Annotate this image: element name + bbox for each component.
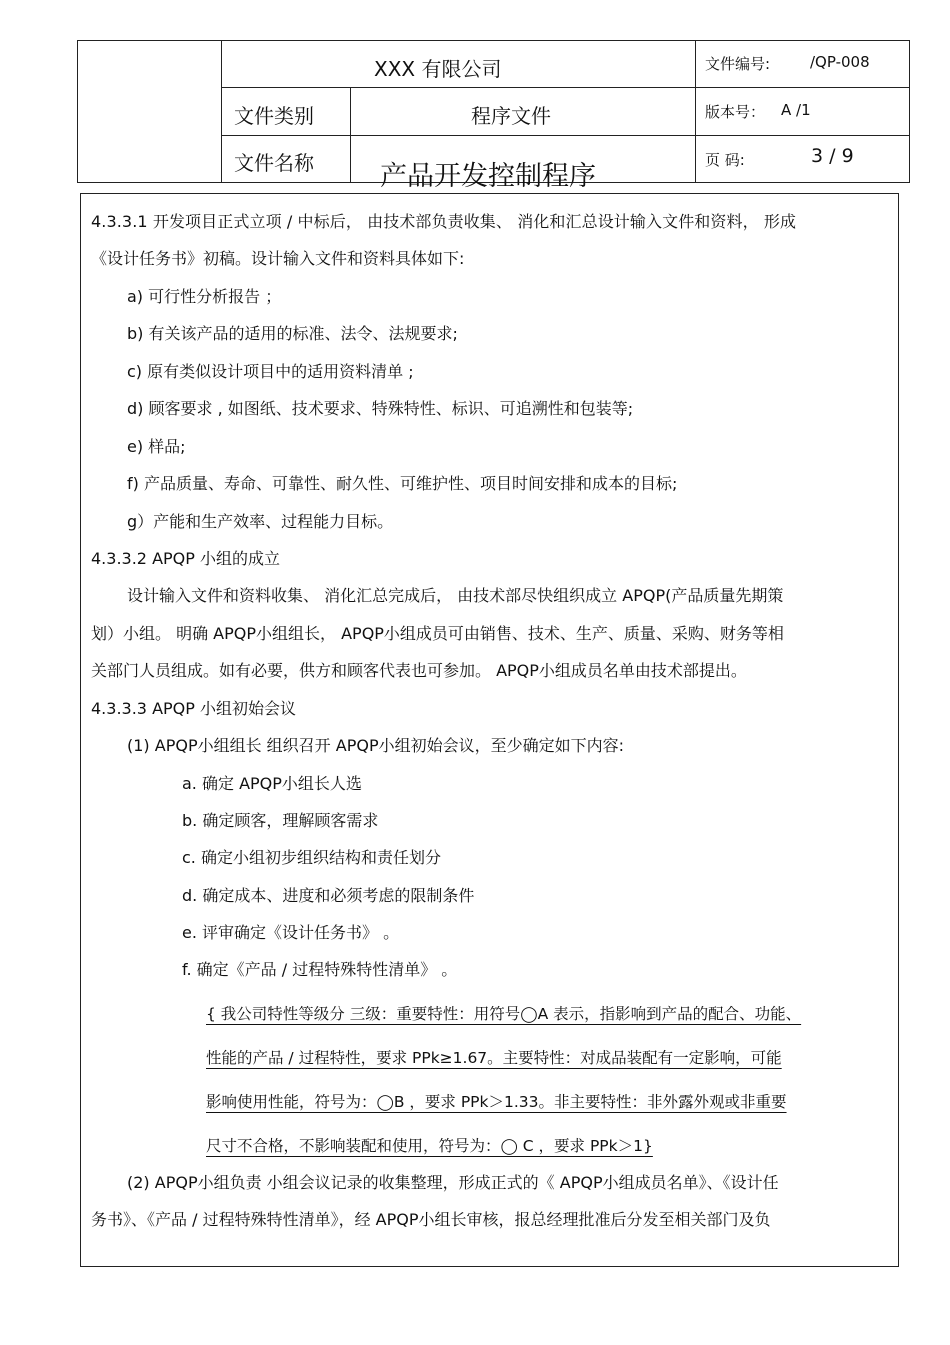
document-body	[80, 193, 899, 1267]
paragraph-line: 务书》、《产品 / 过程特殊特性清单》，经 APQP小组长审核，报总经理批准后分发至相关部门及负	[91, 1210, 771, 1229]
list-item: a. 确定 APQP小组长人选	[182, 774, 362, 793]
doc-name-label: 文件名称	[234, 151, 314, 175]
paragraph-line: 《设计任务书》初稿。设计输入文件和资料具体如下:	[91, 249, 465, 268]
section-heading: 4.3.3.2 APQP 小组的成立	[91, 549, 280, 568]
note-line: { 我公司特性等级分 三级：重要特性：用符号◯A 表示，指影响到产品的配合、功能、	[206, 1005, 802, 1023]
page-label: 页 码:	[705, 151, 745, 169]
list-item: c) 原有类似设计项目中的适用资料清单 ;	[127, 362, 414, 381]
doc-category-value: 程序文件	[471, 104, 551, 128]
paragraph-line: (2) APQP小组负责 小组会议记录的收集整理，形成正式的《 APQP小组成员名单》、《设计任	[127, 1173, 779, 1192]
header-divider	[221, 87, 909, 88]
list-item: a) 可行性分析报告 ；	[127, 287, 282, 306]
list-item: e. 评审确定《设计任务书》 。	[182, 923, 400, 942]
version-value: A /1	[781, 101, 811, 119]
section-heading: 4.3.3.3 APQP 小组初始会议	[91, 699, 296, 718]
header-divider	[221, 41, 222, 182]
list-item: e) 样品;	[127, 437, 186, 456]
note-line: 影响使用性能，符号为：◯B ，要求 PPk＞1.33。非主要特性：非外露外观或非重要	[206, 1093, 787, 1111]
list-item: c. 确定小组初步组织结构和责任划分	[182, 848, 441, 867]
paragraph-line: 划）小组。 明确 APQP小组组长， APQP小组成员可由销售、技术、生产、质量、采购、财务等相	[91, 624, 784, 643]
list-item: b) 有关该产品的适用的标准、法令、法规要求;	[127, 324, 458, 343]
note-line: 性能的产品 / 过程特性，要求 PPk≥1.67。主要特性：对成品装配有一定影响，可能	[206, 1049, 782, 1067]
paragraph-line: (1) APQP小组组长 组织召开 APQP小组初始会议，至少确定如下内容:	[127, 736, 624, 755]
page-number: 3 / 9	[811, 145, 854, 167]
doc-number-value: /QP-008	[810, 53, 870, 71]
header-divider	[350, 87, 351, 182]
doc-name-value: 产品开发控制程序	[380, 161, 596, 192]
doc-category-label: 文件类别	[234, 104, 314, 128]
list-item: g）产能和生产效率、过程能力目标。	[127, 512, 394, 531]
list-item: d) 顾客要求 , 如图纸、技术要求、特殊特性、标识、可追溯性和包装等;	[127, 399, 634, 418]
list-item: b. 确定顾客，理解顾客需求	[182, 811, 379, 830]
document-header-table	[77, 40, 910, 192]
company-name: XXX 有限公司	[374, 57, 502, 81]
list-item: f) 产品质量、寿命、可靠性、耐久性、可维护性、项目时间安排和成本的目标;	[127, 474, 678, 493]
note-line: 尺寸不合格，不影响装配和使用，符号为：◯ C ，要求 PPk＞1}	[206, 1137, 653, 1155]
header-divider	[695, 41, 696, 182]
list-item: d. 确定成本、进度和必须考虑的限制条件	[182, 886, 475, 905]
header-divider	[221, 135, 909, 136]
doc-number-label: 文件编号:	[705, 55, 771, 73]
paragraph-line: 设计输入文件和资料收集、 消化汇总完成后， 由技术部尽快组织成立 APQP(产品质量先期策	[127, 586, 784, 605]
paragraph-line: 4.3.3.1 开发项目正式立项 / 中标后， 由技术部负责收集、 消化和汇总设计输入文件和资料， 形成	[91, 212, 797, 231]
version-label: 版本号：	[705, 103, 766, 121]
paragraph-line: 关部门人员组成。如有必要，供方和顾客代表也可参加。 APQP小组成员名单由技术部提出。	[91, 661, 747, 680]
list-item: f. 确定《产品 / 过程特殊特性清单》 。	[182, 960, 458, 979]
